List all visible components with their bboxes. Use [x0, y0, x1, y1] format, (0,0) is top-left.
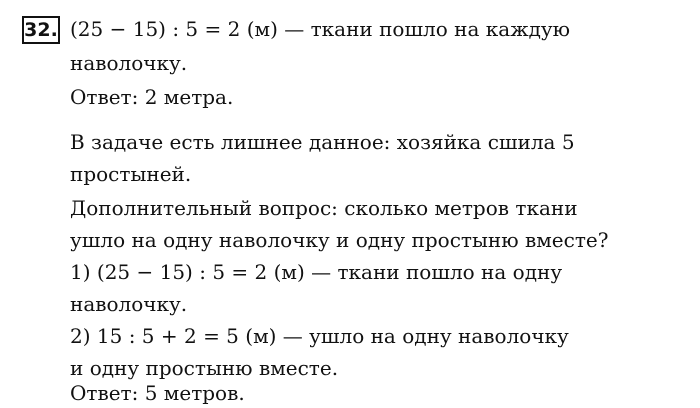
extra-line-1: В задаче есть лишнее данное: хозяйка сшила 5	[70, 130, 575, 154]
problem-number: 32.	[22, 16, 60, 44]
extra-step-2-line-1: 2) 15 : 5 + 2 = 5 (м) — ушло на одну наволочку	[70, 324, 569, 348]
solution-line-1: (25 − 15) : 5 = 2 (м) — ткани пошло на каждую	[70, 17, 571, 41]
extra-line-2: простыней.	[70, 162, 192, 186]
extra-question-line-1: Дополнительный вопрос: сколько метров ткани	[70, 196, 578, 220]
extra-question-line-2: ушло на одну наволочку и одну простыню вместе?	[70, 228, 609, 252]
solution-line-2: наволочку.	[70, 51, 188, 75]
solution-answer: Ответ: 2 метра.	[70, 85, 234, 109]
extra-step-1-line-2: наволочку.	[70, 292, 188, 316]
extra-answer: Ответ: 5 метров.	[70, 381, 245, 405]
extra-step-1-line-1: 1) (25 − 15) : 5 = 2 (м) — ткани пошло на одну	[70, 260, 563, 284]
extra-step-2-line-2: и одну простыню вместе.	[70, 356, 339, 380]
